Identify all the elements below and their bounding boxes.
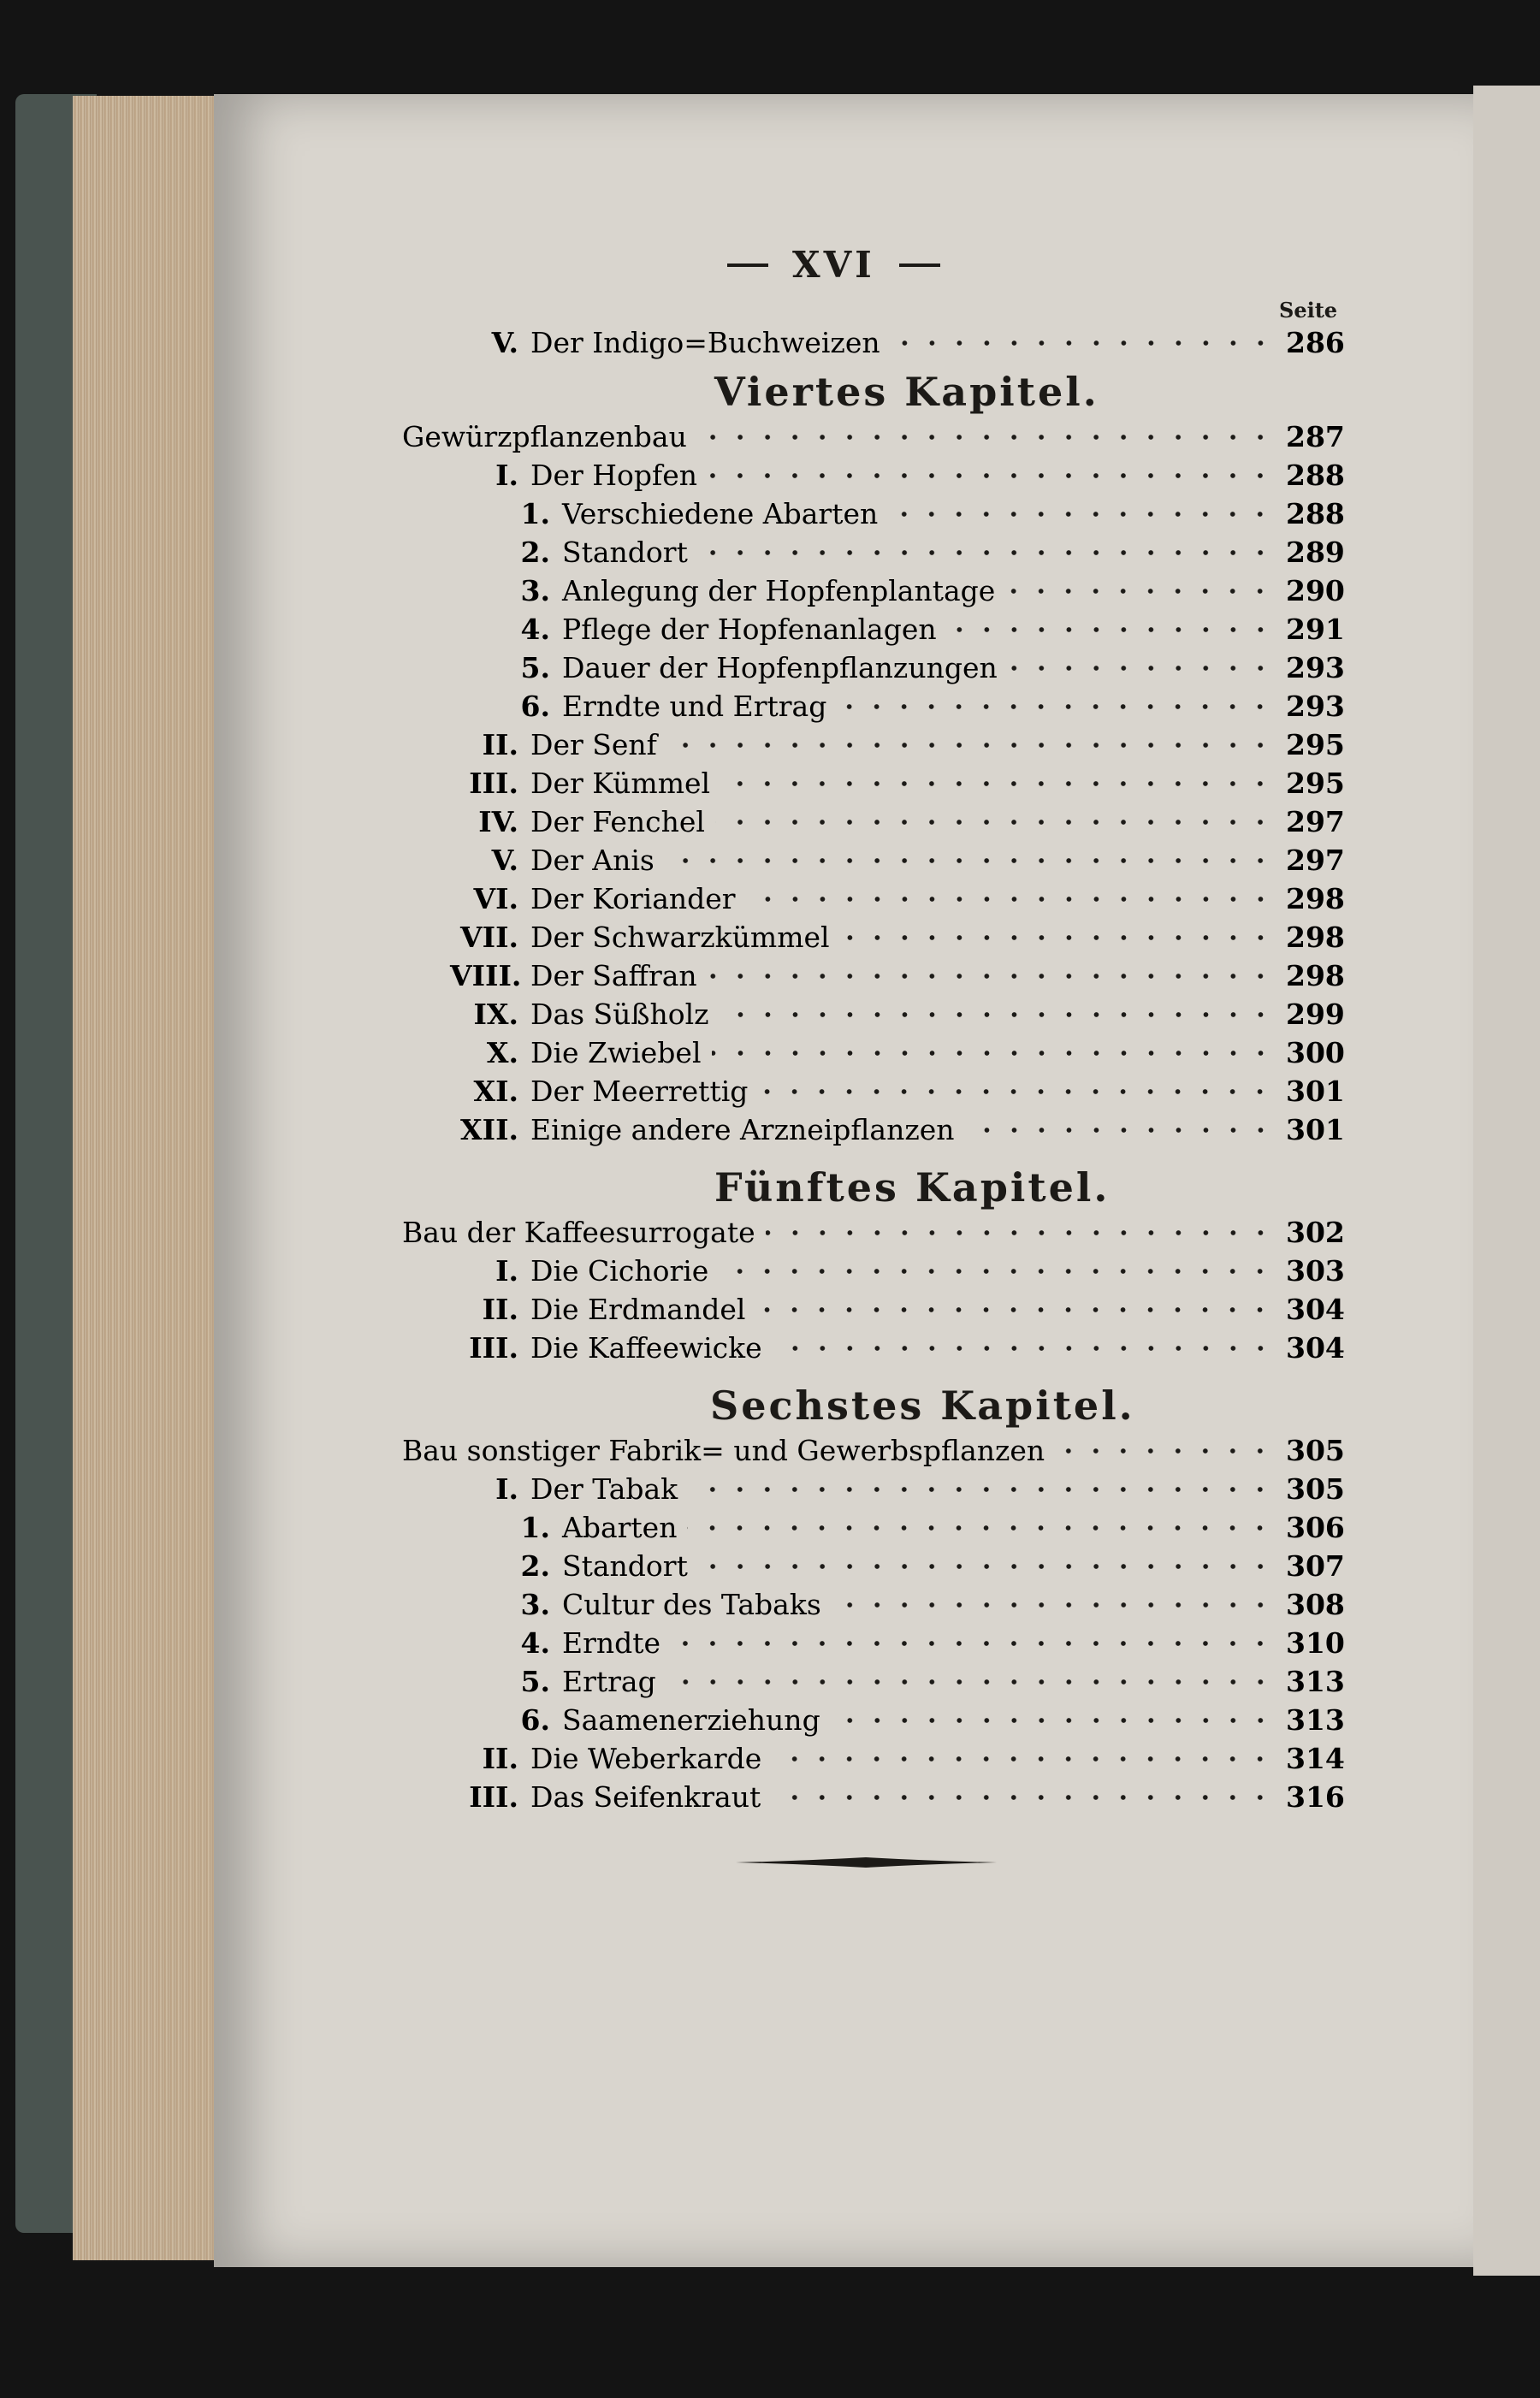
leader-dots <box>720 780 1274 787</box>
leader-dots <box>965 1127 1274 1134</box>
entry-page-number: 301 <box>1286 1075 1345 1108</box>
toc-entry <box>478 804 1345 840</box>
entry-title: Der Hopfen <box>530 459 698 492</box>
entry-number: 2. <box>520 536 550 569</box>
entry-page-number: 288 <box>1286 459 1345 492</box>
toc-entry <box>520 1548 1345 1584</box>
toc-entry <box>520 1664 1345 1700</box>
leader-dots <box>888 511 1274 518</box>
entry-number: 2. <box>520 1549 550 1583</box>
entry-title: Standort <box>562 536 688 569</box>
toc-entry <box>520 1625 1345 1661</box>
leader-dots <box>671 1640 1274 1647</box>
toc-entry <box>520 496 1345 532</box>
entry-page-number: 297 <box>1286 805 1345 838</box>
entry-title: Bau sonstiger Fabrik= und Gewerbspflanzen <box>402 1434 1045 1467</box>
entry-title: Das Seifenkraut <box>530 1780 761 1814</box>
entry-page-number: 291 <box>1286 613 1345 646</box>
entry-number: 6. <box>520 690 550 723</box>
entry-number: II. <box>482 728 518 761</box>
leader-dots <box>773 1345 1274 1352</box>
entry-number: V. <box>491 844 518 877</box>
leader-dots <box>832 1602 1274 1608</box>
entry-title: Die Weberkarde <box>530 1742 762 1775</box>
entry-number: 4. <box>520 613 550 646</box>
toc-entry <box>520 689 1345 725</box>
page-number-roman: XVI <box>792 244 875 286</box>
entry-page-number: 297 <box>1286 844 1345 877</box>
entry-title: Saamenerziehung <box>562 1703 820 1737</box>
entry-title: Die Cichorie <box>530 1254 709 1288</box>
entry-page-number: 299 <box>1286 998 1345 1031</box>
entry-page-number: 313 <box>1286 1665 1345 1698</box>
leader-dots <box>947 626 1274 633</box>
toc-entry <box>491 843 1345 879</box>
leader-dots <box>666 1679 1274 1685</box>
leader-dots <box>755 1306 1274 1313</box>
toc-entry <box>482 1292 1345 1328</box>
leader-dots <box>758 1088 1274 1095</box>
leader-dots <box>698 549 1274 556</box>
toc-entry <box>520 1587 1345 1623</box>
entry-title: Der Saffran <box>530 959 697 992</box>
entry-number: VI. <box>473 882 518 915</box>
entry-page-number: 302 <box>1286 1216 1345 1249</box>
entry-page-number: 316 <box>1286 1780 1345 1814</box>
entry-title: Die Kaffeewicke <box>530 1331 762 1365</box>
entry-number: 1. <box>520 497 550 530</box>
entry-title: Cultur des Tabaks <box>562 1588 821 1621</box>
entry-title: Der Schwarzkümmel <box>530 921 830 954</box>
leader-dots <box>687 1525 1274 1531</box>
leader-dots <box>708 472 1274 479</box>
entry-page-number: 308 <box>1286 1588 1345 1621</box>
entry-title: Erndte <box>562 1626 661 1660</box>
leader-dots <box>831 1717 1274 1724</box>
entry-page-number: 305 <box>1286 1434 1345 1467</box>
entry-page-number: 310 <box>1286 1626 1345 1660</box>
entry-page-number: 300 <box>1286 1036 1345 1069</box>
entry-number: IV. <box>478 805 518 838</box>
entry-title: Dauer der Hopfenpflanzungen <box>562 651 998 684</box>
toc-entry <box>473 881 1345 917</box>
entry-page-number: 293 <box>1286 690 1345 723</box>
entry-page-number: 314 <box>1286 1742 1345 1775</box>
toc-entry <box>520 612 1345 648</box>
entry-number: 5. <box>520 651 550 684</box>
entry-page-number: 295 <box>1286 728 1345 761</box>
toc-entry <box>473 997 1345 1033</box>
toc-entry <box>450 958 1345 994</box>
toc-entry <box>469 1330 1345 1366</box>
toc-entry <box>482 1741 1345 1777</box>
entry-title: Der Fenchel <box>530 805 705 838</box>
facing-page-edge <box>1473 86 1540 2276</box>
entry-number: VIII. <box>450 959 522 992</box>
leader-dots <box>746 896 1274 903</box>
entry-number: X. <box>486 1036 518 1069</box>
end-ornament <box>736 1856 997 1868</box>
entry-title: Bau der Kaffeesurrogate <box>402 1216 755 1249</box>
entry-title: Pflege der Hopfenanlagen <box>562 613 937 646</box>
entry-title: Der Indigo=Buchweizen <box>530 326 880 359</box>
toc-entry <box>491 325 1345 361</box>
entry-page-number: 287 <box>1286 420 1345 453</box>
entry-page-number: 293 <box>1286 651 1345 684</box>
entry-page-number: 295 <box>1286 767 1345 800</box>
leader-dots <box>771 1794 1274 1801</box>
toc-entry <box>495 1471 1345 1507</box>
entry-title: Abarten <box>562 1511 678 1544</box>
leader-dots <box>698 1563 1274 1570</box>
entry-number: 3. <box>520 574 550 607</box>
chapter-heading: Fünftes Kapitel. <box>714 1164 1111 1211</box>
leader-dots <box>708 973 1274 980</box>
leader-dots <box>891 340 1274 346</box>
entry-page-number: 288 <box>1286 497 1345 530</box>
entry-number: IX. <box>473 998 518 1031</box>
entry-number: XII. <box>460 1113 518 1146</box>
entry-title: Der Senf <box>530 728 657 761</box>
entry-number: 5. <box>520 1665 550 1698</box>
entry-title: Ertrag <box>562 1665 656 1698</box>
entry-page-number: 298 <box>1286 921 1345 954</box>
entry-title: Der Kümmel <box>530 767 711 800</box>
entry-number: 1. <box>520 1511 550 1544</box>
toc-entry <box>469 766 1345 802</box>
entry-page-number: 307 <box>1286 1549 1345 1583</box>
entry-page-number: 305 <box>1286 1472 1345 1506</box>
toc-entry <box>482 727 1345 763</box>
entry-title: Erndte und Ertrag <box>562 690 827 723</box>
leader-dots <box>837 703 1274 710</box>
toc-entry <box>495 458 1345 494</box>
entry-title: Verschiedene Abarten <box>562 497 879 530</box>
entry-number: 4. <box>520 1626 550 1660</box>
entry-page-number: 286 <box>1286 326 1345 359</box>
leader-dots <box>772 1756 1274 1762</box>
entry-number: XI. <box>473 1075 518 1108</box>
toc-entry <box>520 650 1345 686</box>
entry-number: III. <box>469 1780 518 1814</box>
entry-page-number: 290 <box>1286 574 1345 607</box>
toc-entry <box>402 1433 1345 1469</box>
entry-page-number: 303 <box>1286 1254 1345 1288</box>
entry-title: Der Meerrettig <box>530 1075 749 1108</box>
entry-page-number: 298 <box>1286 882 1345 915</box>
leader-dots <box>1005 588 1274 595</box>
entry-number: VII. <box>460 921 518 954</box>
entry-title: Standort <box>562 1549 688 1583</box>
entry-title: Einige andere Arzneipflanzen <box>530 1113 955 1146</box>
entry-title: Das Süßholz <box>530 998 709 1031</box>
entry-title: Die Erdmandel <box>530 1293 746 1326</box>
running-head <box>727 244 1027 286</box>
entry-number: III. <box>469 767 518 800</box>
entry-number: 3. <box>520 1588 550 1621</box>
leader-dots <box>712 1050 1275 1057</box>
entry-number: V. <box>491 326 518 359</box>
toc-entry <box>460 1112 1345 1148</box>
entry-number: I. <box>495 1472 518 1506</box>
head-dash-right <box>899 263 940 267</box>
leader-dots <box>715 819 1274 826</box>
toc-entry <box>402 419 1345 455</box>
toc-entry <box>495 1253 1345 1289</box>
entry-number: 6. <box>520 1703 550 1737</box>
toc-entry <box>520 573 1345 609</box>
leader-dots <box>665 857 1274 864</box>
toc-entry <box>486 1035 1345 1071</box>
entry-title: Der Tabak <box>530 1472 678 1506</box>
toc-entry <box>520 1510 1345 1546</box>
toc-entry <box>520 535 1345 571</box>
entry-number: II. <box>482 1293 518 1326</box>
entry-number: I. <box>495 459 518 492</box>
leader-dots <box>840 934 1274 941</box>
entry-page-number: 298 <box>1286 959 1345 992</box>
entry-title: Gewürzpflanzenbau <box>402 420 687 453</box>
leader-dots <box>1055 1448 1274 1454</box>
entry-number: III. <box>469 1331 518 1365</box>
toc-entry <box>520 1702 1345 1738</box>
entry-number: II. <box>482 1742 518 1775</box>
entry-page-number: 304 <box>1286 1331 1345 1365</box>
toc-entry <box>473 1074 1345 1110</box>
chapter-heading: Viertes Kapitel. <box>714 369 1099 415</box>
entry-title: Die Zwiebel <box>530 1036 702 1069</box>
toc-entry <box>402 1215 1345 1251</box>
leader-dots <box>697 434 1274 441</box>
chapter-heading: Sechstes Kapitel. <box>710 1383 1135 1429</box>
leader-dots <box>1008 665 1274 672</box>
head-dash-left <box>727 263 768 267</box>
leader-dots <box>720 1011 1274 1018</box>
toc-entry <box>469 1779 1345 1815</box>
entry-title: Der Anis <box>530 844 654 877</box>
leader-dots <box>667 742 1274 749</box>
entry-number: I. <box>495 1254 518 1288</box>
entry-page-number: 313 <box>1286 1703 1345 1737</box>
entry-page-number: 289 <box>1286 536 1345 569</box>
entry-title: Der Koriander <box>530 882 736 915</box>
entry-page-number: 306 <box>1286 1511 1345 1544</box>
seite-label: Seite <box>1279 298 1338 323</box>
toc-entry <box>460 920 1345 956</box>
leader-dots <box>719 1268 1274 1275</box>
entry-page-number: 301 <box>1286 1113 1345 1146</box>
leader-dots <box>688 1486 1274 1493</box>
entry-page-number: 304 <box>1286 1293 1345 1326</box>
entry-title: Anlegung der Hopfenplantage <box>562 574 996 607</box>
leader-dots <box>766 1229 1274 1236</box>
